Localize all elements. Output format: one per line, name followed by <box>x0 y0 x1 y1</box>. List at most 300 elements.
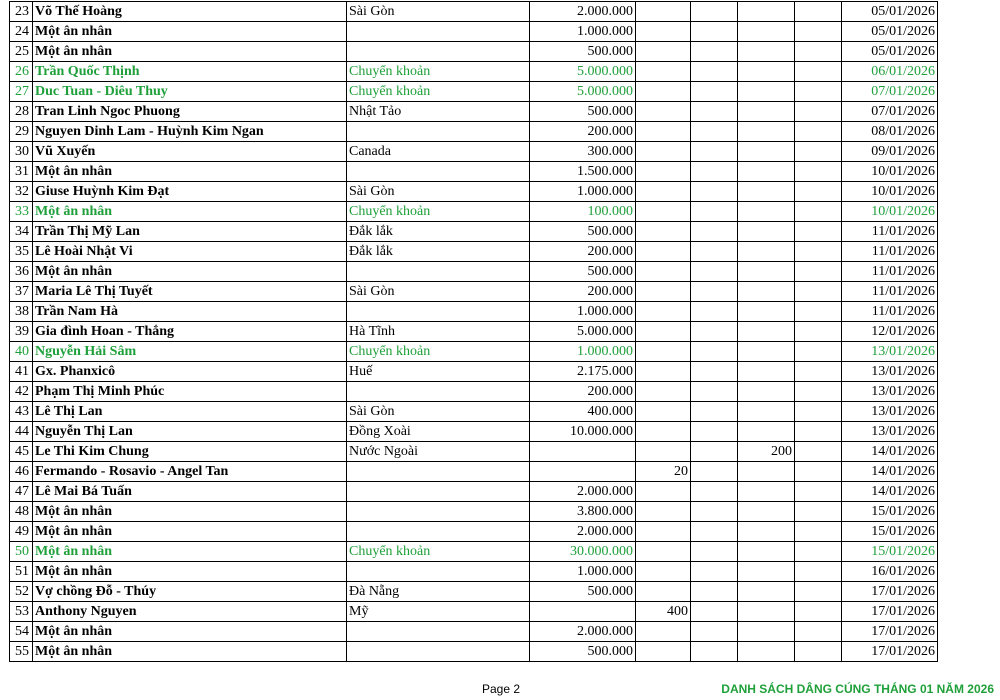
row-number: 55 <box>10 642 33 662</box>
amount-extra-1 <box>636 62 691 82</box>
amount-extra-1 <box>636 442 691 462</box>
amount-extra-1 <box>636 502 691 522</box>
donation-date: 10/01/2026 <box>842 182 938 202</box>
empty-cell <box>795 502 842 522</box>
donor-name: Lê Mai Bá Tuấn <box>33 482 347 502</box>
amount-extra-2 <box>738 42 795 62</box>
empty-cell <box>795 442 842 462</box>
empty-cell <box>795 222 842 242</box>
amount-extra-2 <box>738 22 795 42</box>
amount-extra-2 <box>738 642 795 662</box>
empty-cell <box>691 162 738 182</box>
amount-vnd: 1.000.000 <box>530 342 636 362</box>
empty-cell <box>691 462 738 482</box>
empty-cell <box>795 482 842 502</box>
amount-extra-2 <box>738 382 795 402</box>
empty-cell <box>691 82 738 102</box>
donation-date: 14/01/2026 <box>842 482 938 502</box>
row-number: 36 <box>10 262 33 282</box>
row-number: 43 <box>10 402 33 422</box>
amount-vnd: 5.000.000 <box>530 322 636 342</box>
row-number: 26 <box>10 62 33 82</box>
amount-extra-1 <box>636 182 691 202</box>
row-number: 28 <box>10 102 33 122</box>
donor-name: Giuse Huỳnh Kim Đạt <box>33 182 347 202</box>
amount-extra-1 <box>636 22 691 42</box>
amount-extra-2 <box>738 222 795 242</box>
donation-date: 15/01/2026 <box>842 522 938 542</box>
table-row <box>10 602 938 622</box>
amount-vnd: 5.000.000 <box>530 62 636 82</box>
donor-name: Một ân nhân <box>33 542 347 562</box>
donation-date: 13/01/2026 <box>842 382 938 402</box>
row-number: 51 <box>10 562 33 582</box>
table-row <box>10 582 938 602</box>
donor-place <box>347 622 530 642</box>
donor-name: Lê Hoài Nhật Vi <box>33 242 347 262</box>
amount-extra-1 <box>636 342 691 362</box>
empty-cell <box>691 122 738 142</box>
amount-vnd: 1.000.000 <box>530 562 636 582</box>
table-row <box>10 2 938 22</box>
row-number: 23 <box>10 2 33 22</box>
donation-date: 14/01/2026 <box>842 442 938 462</box>
row-number: 35 <box>10 242 33 262</box>
empty-cell <box>691 222 738 242</box>
donor-name: Gia đình Hoan - Thắng <box>33 322 347 342</box>
donation-date: 13/01/2026 <box>842 402 938 422</box>
donor-place <box>347 162 530 182</box>
amount-extra-2 <box>738 242 795 262</box>
donation-date: 08/01/2026 <box>842 122 938 142</box>
amount-extra-2 <box>738 202 795 222</box>
amount-extra-1 <box>636 162 691 182</box>
table-row <box>10 202 938 222</box>
donation-date: 17/01/2026 <box>842 602 938 622</box>
amount-vnd: 1.000.000 <box>530 182 636 202</box>
amount-vnd: 200.000 <box>530 282 636 302</box>
empty-cell <box>795 582 842 602</box>
donor-place <box>347 482 530 502</box>
empty-cell <box>795 622 842 642</box>
amount-extra-1: 20 <box>636 462 691 482</box>
amount-vnd: 3.800.000 <box>530 502 636 522</box>
table-row <box>10 402 938 422</box>
row-number: 24 <box>10 22 33 42</box>
amount-extra-1 <box>636 42 691 62</box>
donor-name: Nguyễn Thị Lan <box>33 422 347 442</box>
empty-cell <box>691 642 738 662</box>
donation-date: 17/01/2026 <box>842 622 938 642</box>
amount-extra-2 <box>738 302 795 322</box>
donor-place: Đà Nẵng <box>347 582 530 602</box>
amount-extra-1 <box>636 302 691 322</box>
donor-name: Tran Linh Ngoc Phuong <box>33 102 347 122</box>
donation-date: 11/01/2026 <box>842 282 938 302</box>
donation-date: 07/01/2026 <box>842 102 938 122</box>
amount-extra-2 <box>738 142 795 162</box>
table-row <box>10 42 938 62</box>
table-row <box>10 62 938 82</box>
donation-date: 05/01/2026 <box>842 22 938 42</box>
donation-date: 11/01/2026 <box>842 262 938 282</box>
amount-extra-1 <box>636 482 691 502</box>
donor-place: Sài Gòn <box>347 2 530 22</box>
amount-vnd: 1.500.000 <box>530 162 636 182</box>
empty-cell <box>691 202 738 222</box>
amount-extra-1 <box>636 622 691 642</box>
amount-extra-1 <box>636 262 691 282</box>
amount-extra-1 <box>636 562 691 582</box>
donor-name: Một ân nhân <box>33 522 347 542</box>
empty-cell <box>691 322 738 342</box>
amount-vnd: 300.000 <box>530 142 636 162</box>
empty-cell <box>691 62 738 82</box>
donation-date: 15/01/2026 <box>842 542 938 562</box>
donor-place: Sài Gòn <box>347 182 530 202</box>
amount-extra-1 <box>636 2 691 22</box>
amount-extra-2 <box>738 562 795 582</box>
row-number: 37 <box>10 282 33 302</box>
amount-extra-2 <box>738 522 795 542</box>
empty-cell <box>691 42 738 62</box>
amount-extra-2 <box>738 422 795 442</box>
amount-extra-2 <box>738 122 795 142</box>
amount-extra-2 <box>738 622 795 642</box>
amount-vnd: 1.000.000 <box>530 22 636 42</box>
empty-cell <box>795 322 842 342</box>
donor-place: Sài Gòn <box>347 282 530 302</box>
empty-cell <box>795 562 842 582</box>
empty-cell <box>795 542 842 562</box>
table-body <box>10 2 938 662</box>
amount-extra-2 <box>738 162 795 182</box>
empty-cell <box>691 262 738 282</box>
empty-cell <box>795 142 842 162</box>
empty-cell <box>691 342 738 362</box>
amount-vnd: 400.000 <box>530 402 636 422</box>
amount-extra-2 <box>738 402 795 422</box>
page-number: Page 2 <box>482 682 521 696</box>
row-number: 44 <box>10 422 33 442</box>
empty-cell <box>795 202 842 222</box>
amount-extra-2 <box>738 462 795 482</box>
donation-date: 15/01/2026 <box>842 502 938 522</box>
row-number: 49 <box>10 522 33 542</box>
row-number: 31 <box>10 162 33 182</box>
donor-place <box>347 382 530 402</box>
amount-vnd: 500.000 <box>530 222 636 242</box>
row-number: 54 <box>10 622 33 642</box>
empty-cell <box>795 2 842 22</box>
empty-cell <box>795 522 842 542</box>
row-number: 41 <box>10 362 33 382</box>
amount-vnd: 30.000.000 <box>530 542 636 562</box>
donor-place: Mỹ <box>347 602 530 622</box>
amount-vnd <box>530 462 636 482</box>
empty-cell <box>691 582 738 602</box>
amount-extra-1 <box>636 542 691 562</box>
empty-cell <box>691 402 738 422</box>
amount-extra-1 <box>636 82 691 102</box>
row-number: 53 <box>10 602 33 622</box>
donor-place: Đắk lắk <box>347 222 530 242</box>
amount-extra-2 <box>738 262 795 282</box>
row-number: 42 <box>10 382 33 402</box>
donor-name: Trần Nam Hà <box>33 302 347 322</box>
donor-name: Fermando - Rosavio - Angel Tan <box>33 462 347 482</box>
empty-cell <box>795 382 842 402</box>
donor-name: Vũ Xuyến <box>33 142 347 162</box>
donor-place <box>347 642 530 662</box>
donation-date: 09/01/2026 <box>842 142 938 162</box>
empty-cell <box>691 2 738 22</box>
table-row <box>10 482 938 502</box>
row-number: 27 <box>10 82 33 102</box>
donation-date: 11/01/2026 <box>842 242 938 262</box>
donor-name: Trần Thị Mỹ Lan <box>33 222 347 242</box>
amount-vnd: 2.000.000 <box>530 522 636 542</box>
empty-cell <box>691 562 738 582</box>
donation-date: 11/01/2026 <box>842 222 938 242</box>
empty-cell <box>691 362 738 382</box>
empty-cell <box>795 42 842 62</box>
donor-place: Canada <box>347 142 530 162</box>
table-row <box>10 322 938 342</box>
donation-date: 13/01/2026 <box>842 362 938 382</box>
donor-name: Võ Thế Hoàng <box>33 2 347 22</box>
empty-cell <box>795 342 842 362</box>
donor-place: Nước Ngoài <box>347 442 530 462</box>
donor-name: Một ân nhân <box>33 622 347 642</box>
row-number: 40 <box>10 342 33 362</box>
amount-vnd: 2.000.000 <box>530 482 636 502</box>
amount-extra-1 <box>636 582 691 602</box>
table-row <box>10 122 938 142</box>
empty-cell <box>795 642 842 662</box>
donor-place: Huế <box>347 362 530 382</box>
empty-cell <box>691 282 738 302</box>
donor-name: Một ân nhân <box>33 562 347 582</box>
empty-cell <box>795 182 842 202</box>
amount-extra-2 <box>738 62 795 82</box>
amount-extra-2 <box>738 322 795 342</box>
donation-date: 06/01/2026 <box>842 62 938 82</box>
table-row <box>10 362 938 382</box>
empty-cell <box>795 22 842 42</box>
row-number: 32 <box>10 182 33 202</box>
donor-name: Duc Tuan - Diêu Thuy <box>33 82 347 102</box>
row-number: 46 <box>10 462 33 482</box>
amount-vnd <box>530 602 636 622</box>
donor-place: Đồng Xoài <box>347 422 530 442</box>
amount-extra-1 <box>636 102 691 122</box>
document-title: DANH SÁCH DÂNG CÚNG THÁNG 01 NĂM 2026 <box>721 682 994 696</box>
amount-extra-1 <box>636 382 691 402</box>
donor-place <box>347 562 530 582</box>
amount-vnd: 2.000.000 <box>530 622 636 642</box>
amount-extra-1 <box>636 202 691 222</box>
empty-cell <box>795 262 842 282</box>
amount-vnd: 10.000.000 <box>530 422 636 442</box>
amount-extra-2 <box>738 182 795 202</box>
amount-extra-1 <box>636 522 691 542</box>
empty-cell <box>691 542 738 562</box>
donor-name: Nguyen Dinh Lam - Huỳnh Kim Ngan <box>33 122 347 142</box>
row-number: 30 <box>10 142 33 162</box>
donor-place <box>347 462 530 482</box>
empty-cell <box>691 22 738 42</box>
donor-place: Hà Tĩnh <box>347 322 530 342</box>
row-number: 25 <box>10 42 33 62</box>
empty-cell <box>795 602 842 622</box>
empty-cell <box>795 162 842 182</box>
donation-date: 17/01/2026 <box>842 582 938 602</box>
amount-vnd: 500.000 <box>530 582 636 602</box>
amount-extra-2 <box>738 542 795 562</box>
table-row <box>10 182 938 202</box>
donation-date: 05/01/2026 <box>842 42 938 62</box>
amount-extra-1 <box>636 362 691 382</box>
row-number: 48 <box>10 502 33 522</box>
amount-extra-2 <box>738 482 795 502</box>
donor-place <box>347 302 530 322</box>
amount-extra-2 <box>738 2 795 22</box>
empty-cell <box>795 82 842 102</box>
donor-name: Anthony Nguyen <box>33 602 347 622</box>
empty-cell <box>691 102 738 122</box>
donation-date: 10/01/2026 <box>842 202 938 222</box>
table-row <box>10 102 938 122</box>
empty-cell <box>691 382 738 402</box>
row-number: 38 <box>10 302 33 322</box>
row-number: 33 <box>10 202 33 222</box>
empty-cell <box>691 522 738 542</box>
empty-cell <box>795 62 842 82</box>
empty-cell <box>691 442 738 462</box>
table-row <box>10 262 938 282</box>
donor-name: Một ân nhân <box>33 202 347 222</box>
empty-cell <box>691 242 738 262</box>
table-row <box>10 442 938 462</box>
amount-vnd: 200.000 <box>530 242 636 262</box>
amount-vnd: 200.000 <box>530 122 636 142</box>
donor-place: Chuyển khoản <box>347 202 530 222</box>
amount-extra-1 <box>636 282 691 302</box>
donor-place: Sài Gòn <box>347 402 530 422</box>
amount-vnd: 500.000 <box>530 102 636 122</box>
donor-name: Nguyễn Hải Sâm <box>33 342 347 362</box>
amount-vnd: 200.000 <box>530 382 636 402</box>
amount-extra-1 <box>636 642 691 662</box>
amount-extra-2: 200 <box>738 442 795 462</box>
donor-place <box>347 122 530 142</box>
donation-date: 14/01/2026 <box>842 462 938 482</box>
empty-cell <box>691 182 738 202</box>
amount-vnd: 5.000.000 <box>530 82 636 102</box>
amount-extra-2 <box>738 82 795 102</box>
table-row <box>10 462 938 482</box>
donor-name: Vợ chồng Đỗ - Thúy <box>33 582 347 602</box>
table-row <box>10 642 938 662</box>
empty-cell <box>691 142 738 162</box>
donor-name: Phạm Thị Minh Phúc <box>33 382 347 402</box>
amount-extra-2 <box>738 342 795 362</box>
donation-date: 10/01/2026 <box>842 162 938 182</box>
donation-date: 05/01/2026 <box>842 2 938 22</box>
row-number: 52 <box>10 582 33 602</box>
donation-date: 16/01/2026 <box>842 562 938 582</box>
row-number: 34 <box>10 222 33 242</box>
amount-extra-2 <box>738 282 795 302</box>
empty-cell <box>795 102 842 122</box>
amount-extra-1 <box>636 322 691 342</box>
table-row <box>10 222 938 242</box>
amount-vnd: 2.175.000 <box>530 362 636 382</box>
table-row <box>10 242 938 262</box>
empty-cell <box>691 482 738 502</box>
donor-place: Đắk lắk <box>347 242 530 262</box>
donor-place <box>347 42 530 62</box>
donor-name: Lê Thị Lan <box>33 402 347 422</box>
table-row <box>10 82 938 102</box>
amount-vnd: 500.000 <box>530 42 636 62</box>
table-row <box>10 382 938 402</box>
empty-cell <box>691 502 738 522</box>
amount-extra-1 <box>636 402 691 422</box>
table-row <box>10 22 938 42</box>
table-row <box>10 522 938 542</box>
empty-cell <box>691 622 738 642</box>
donation-date: 11/01/2026 <box>842 302 938 322</box>
empty-cell <box>795 422 842 442</box>
amount-extra-1 <box>636 222 691 242</box>
donation-date: 17/01/2026 <box>842 642 938 662</box>
donor-place: Chuyển khoản <box>347 342 530 362</box>
amount-vnd: 2.000.000 <box>530 2 636 22</box>
empty-cell <box>795 362 842 382</box>
donation-date: 07/01/2026 <box>842 82 938 102</box>
amount-extra-2 <box>738 362 795 382</box>
empty-cell <box>691 422 738 442</box>
table-row <box>10 302 938 322</box>
row-number: 39 <box>10 322 33 342</box>
row-number: 45 <box>10 442 33 462</box>
donor-name: Le Thi Kim Chung <box>33 442 347 462</box>
donor-place <box>347 522 530 542</box>
amount-vnd: 500.000 <box>530 642 636 662</box>
amount-extra-2 <box>738 102 795 122</box>
amount-extra-1 <box>636 422 691 442</box>
row-number: 50 <box>10 542 33 562</box>
empty-cell <box>795 462 842 482</box>
donor-place: Chuyển khoản <box>347 542 530 562</box>
donor-place <box>347 502 530 522</box>
donation-date: 12/01/2026 <box>842 322 938 342</box>
table-row <box>10 502 938 522</box>
donation-date: 13/01/2026 <box>842 342 938 362</box>
amount-vnd: 1.000.000 <box>530 302 636 322</box>
donor-place: Chuyển khoản <box>347 62 530 82</box>
donor-name: Một ân nhân <box>33 262 347 282</box>
empty-cell <box>795 302 842 322</box>
amount-extra-2 <box>738 582 795 602</box>
table-row <box>10 422 938 442</box>
donor-place <box>347 262 530 282</box>
donor-name: Một ân nhân <box>33 22 347 42</box>
table-row <box>10 542 938 562</box>
donor-name: Trần Quốc Thịnh <box>33 62 347 82</box>
